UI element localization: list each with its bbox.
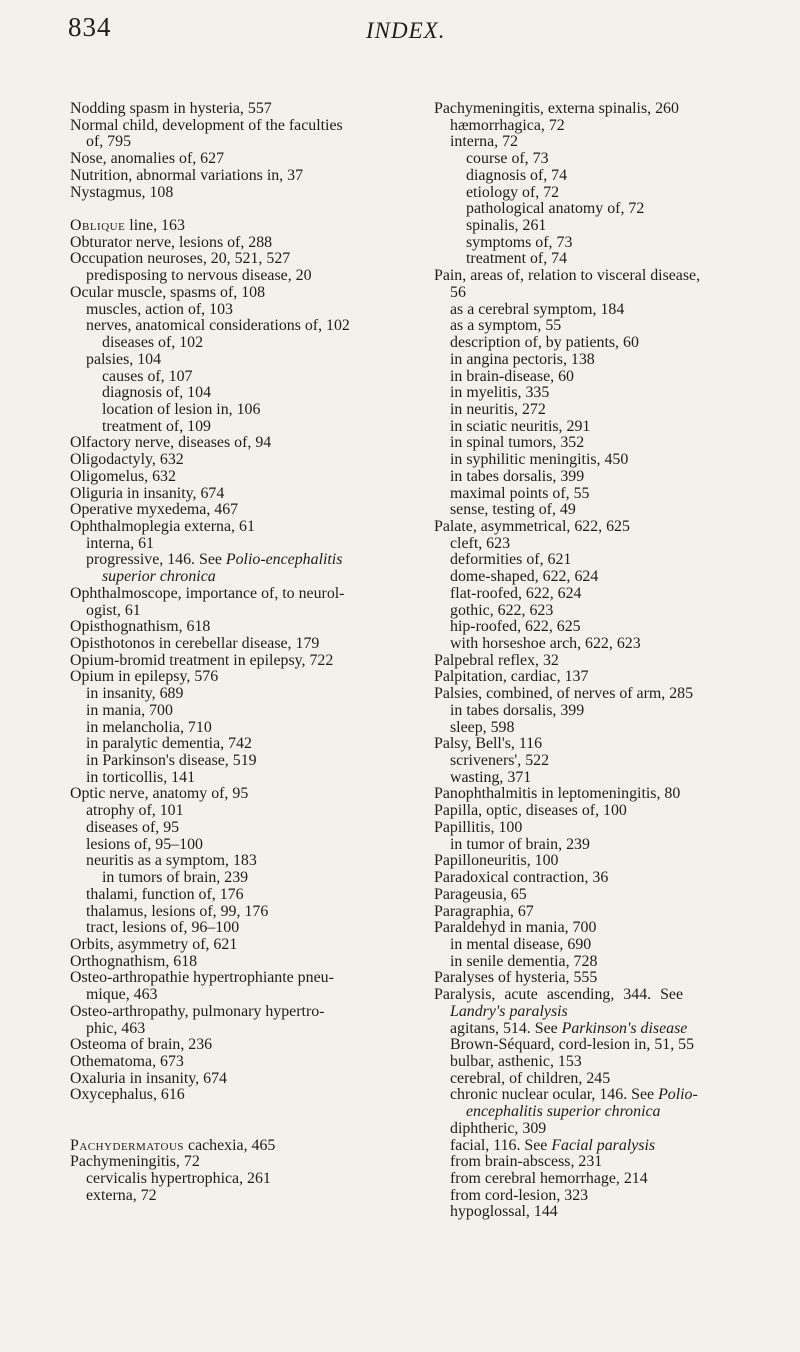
index-subentry: in neuritis, 272 — [450, 400, 546, 418]
index-subentry: chronic nuclear ocular, 146. See Polio- — [450, 1086, 698, 1104]
index-subentry: in myelitis, 335 — [450, 384, 550, 402]
index-subentry: deformities of, 621 — [450, 551, 572, 569]
index-subentry: in angina pectoris, 138 — [450, 350, 595, 368]
index-entry: Osteo-arthropathie hypertrophiante pneu- — [70, 969, 334, 987]
index-entry: Nystagmus, 108 — [70, 183, 174, 201]
index-subentry: location of lesion in, 106 — [102, 400, 261, 418]
index-entry: Osteo-arthropathy, pulmonary hypertro- — [70, 1002, 325, 1020]
index-subentry: treatment of, 109 — [102, 417, 211, 435]
index-subentry: gothic, 622, 623 — [450, 601, 554, 619]
index-subentry: agitans, 514. See Parkinson's disease — [450, 1019, 688, 1037]
index-subentry: description of, by patients, 60 — [450, 334, 639, 352]
index-subentry: neuritis as a symptom, 183 — [86, 852, 257, 870]
index-subentry: spinalis, 261 — [466, 217, 547, 235]
index-subentry: wasting, 371 — [450, 768, 532, 786]
index-subentry: causes of, 107 — [102, 367, 193, 385]
index-subentry: treatment of, 74 — [466, 250, 568, 268]
index-entry: Oxaluria in insanity, 674 — [70, 1069, 227, 1087]
index-entry: Olfactory nerve, diseases of, 94 — [70, 434, 272, 452]
index-subentry: muscles, action of, 103 — [86, 300, 233, 318]
index-subentry: dome-shaped, 622, 624 — [450, 568, 599, 586]
index-entry: Ocular muscle, spasms of, 108 — [70, 283, 266, 301]
index-entry: Oblique line, 163 — [70, 217, 185, 235]
index-subentry: phic, 463 — [86, 1019, 146, 1037]
index-entry: Paralysis, acute ascending, 344. See — [434, 986, 684, 1004]
index-subentry: maximal points of, 55 — [450, 484, 590, 502]
index-subentry: in tumors of brain, 239 — [102, 869, 249, 887]
index-entry: Nodding spasm in hysteria, 557 — [70, 100, 272, 117]
index-subentry: hæmorrhagica, 72 — [450, 116, 565, 134]
index-subentry: as a cerebral symptom, 184 — [450, 300, 625, 318]
running-head: INDEX. — [366, 18, 446, 43]
index-subentry: in tabes dorsalis, 399 — [450, 701, 585, 719]
index-subentry: in sciatic neuritis, 291 — [450, 417, 591, 435]
index-entry: Occupation neuroses, 20, 521, 527 — [70, 250, 291, 268]
index-subentry: in tumor of brain, 239 — [450, 835, 590, 853]
index-subentry: encephalitis superior chronica — [466, 1103, 661, 1121]
index-entry: Opium-bromid treatment in epilepsy, 722 — [70, 651, 334, 669]
index-subentry: in spinal tumors, 352 — [450, 434, 585, 452]
index-entry: Papilloneuritis, 100 — [434, 852, 559, 870]
index-subentry: Brown-Séquard, cord-lesion in, 51, 55 — [450, 1036, 695, 1054]
index-subentry: of, 795 — [86, 133, 132, 151]
index-entry: Opisthognathism, 618 — [70, 618, 211, 636]
page-header — [0, 12, 800, 52]
index-subentry: pathological anatomy of, 72 — [466, 200, 645, 218]
index-entry: Paragraphia, 67 — [434, 902, 534, 920]
index-entry: Opisthotonos in cerebellar disease, 179 — [70, 635, 320, 652]
index-spacer — [70, 1121, 450, 1138]
index-subentry: bulbar, asthenic, 153 — [450, 1052, 582, 1070]
index-entry: Papillitis, 100 — [434, 818, 523, 836]
index-subentry: interna, 72 — [450, 133, 518, 151]
index-column-right — [434, 101, 800, 1221]
index-subentry: from cord-lesion, 323 — [450, 1186, 589, 1204]
index-entry: Optic nerve, anatomy of, 95 — [70, 785, 249, 803]
index-entry: Operative myxedema, 467 — [70, 501, 239, 519]
index-subentry: in brain-disease, 60 — [450, 367, 574, 385]
index-column-left — [70, 101, 450, 1204]
index-subentry: in mania, 700 — [86, 701, 173, 719]
index-spacer — [70, 201, 450, 218]
page-number: 834 — [68, 12, 112, 42]
index-subentry: cleft, 623 — [450, 534, 511, 552]
index-subentry: cervicalis hypertrophica, 261 — [86, 1170, 271, 1187]
index-subentry: diphtheric, 309 — [450, 1119, 547, 1137]
index-subentry: superior chronica — [102, 568, 216, 586]
index-subentry: predisposing to nervous disease, 20 — [86, 267, 312, 285]
index-subentry: diagnosis of, 104 — [102, 384, 212, 402]
index-subentry: thalamus, lesions of, 99, 176 — [86, 902, 269, 920]
index-subentry: as a symptom, 55 — [450, 317, 562, 335]
index-subentry: from brain-abscess, 231 — [450, 1153, 603, 1171]
index-subentry: cerebral, of children, 245 — [450, 1069, 611, 1087]
index-subentry: 56 — [450, 283, 466, 301]
index-subentry: hypoglossal, 144 — [450, 1203, 558, 1221]
index-entry: Paralyses of hysteria, 555 — [434, 969, 598, 987]
index-subentry: in senile dementia, 728 — [450, 952, 598, 970]
index-subentry: externa, 72 — [86, 1186, 157, 1204]
index-subentry: flat-roofed, 622, 624 — [450, 584, 582, 602]
index-entry: Paraldehyd in mania, 700 — [434, 919, 597, 937]
index-entry: Pain, areas of, relation to visceral disease, — [434, 267, 701, 285]
index-subentry: with horseshoe arch, 622, 623 — [450, 635, 641, 652]
index-entry: Papilla, optic, diseases of, 100 — [434, 802, 627, 820]
index-subentry: lesions of, 95–100 — [86, 835, 203, 853]
index-entry: Nutrition, abnormal variations in, 37 — [70, 166, 304, 184]
index-subentry: ogist, 61 — [86, 601, 141, 619]
index-subentry: Landry's paralysis — [450, 1002, 568, 1020]
index-subentry: in mental disease, 690 — [450, 935, 592, 953]
index-subentry: in insanity, 689 — [86, 685, 184, 703]
index-entry: Normal child, development of the faculties — [70, 116, 343, 134]
index-subentry: atrophy of, 101 — [86, 802, 184, 820]
index-subentry: sleep, 598 — [450, 718, 515, 736]
index-subentry: symptoms of, 73 — [466, 233, 573, 251]
index-entry: Othematoma, 673 — [70, 1052, 184, 1070]
index-subentry: in syphilitic meningitis, 450 — [450, 451, 629, 469]
index-subentry: in tabes dorsalis, 399 — [450, 467, 585, 485]
index-subentry: nerves, anatomical considerations of, 102 — [86, 317, 350, 335]
index-entry: Oxycephalus, 616 — [70, 1086, 185, 1104]
index-entry: Palate, asymmetrical, 622, 625 — [434, 517, 630, 535]
index-spacer — [70, 1104, 450, 1121]
index-entry: Palpitation, cardiac, 137 — [434, 668, 589, 686]
index-subentry: hip-roofed, 622, 625 — [450, 618, 581, 636]
index-subentry: in torticollis, 141 — [86, 768, 196, 786]
index-subentry: diagnosis of, 74 — [466, 166, 568, 184]
index-subentry: palsies, 104 — [86, 350, 162, 368]
index-subentry: diseases of, 102 — [102, 334, 204, 352]
index-subentry: etiology of, 72 — [466, 183, 560, 201]
index-entry: Palsy, Bell's, 116 — [434, 735, 543, 753]
index-subentry: diseases of, 95 — [86, 818, 180, 836]
index-entry: Pachymeningitis, 72 — [70, 1153, 200, 1171]
index-entry: Osteoma of brain, 236 — [70, 1036, 213, 1054]
index-subentry: in Parkinson's disease, 519 — [86, 752, 257, 770]
index-entry: Obturator nerve, lesions of, 288 — [70, 233, 273, 251]
index-entry: Oligomelus, 632 — [70, 467, 176, 485]
index-entry: Nose, anomalies of, 627 — [70, 150, 225, 168]
index-entry: Opium in epilepsy, 576 — [70, 668, 219, 686]
index-entry: Paradoxical contraction, 36 — [434, 869, 609, 887]
index-subentry: in paralytic dementia, 742 — [86, 735, 252, 753]
index-entry: Palsies, combined, of nerves of arm, 285 — [434, 685, 694, 703]
index-entry: Orthognathism, 618 — [70, 952, 198, 970]
index-subentry: scriveners', 522 — [450, 752, 550, 770]
index-subentry: facial, 116. See Facial paralysis — [450, 1136, 656, 1154]
index-entry: Pachydermatous cachexia, 465 — [70, 1136, 276, 1154]
index-subentry: sense, testing of, 49 — [450, 501, 576, 519]
index-subentry: mique, 463 — [86, 986, 158, 1004]
index-subentry: progressive, 146. See Polio-encephalitis — [86, 551, 343, 569]
index-entry: Oligodactyly, 632 — [70, 451, 184, 469]
index-subentry: course of, 73 — [466, 150, 549, 168]
index-entry: Pachymeningitis, externa spinalis, 260 — [434, 100, 679, 117]
index-entry: Oliguria in insanity, 674 — [70, 484, 225, 502]
index-subentry: in melancholia, 710 — [86, 718, 212, 736]
index-entry: Ophthalmoplegia externa, 61 — [70, 517, 255, 535]
index-entry: Ophthalmoscope, importance of, to neurol- — [70, 584, 345, 602]
index-entry: Orbits, asymmetry of, 621 — [70, 935, 238, 953]
index-subentry: from cerebral hemorrhage, 214 — [450, 1170, 648, 1187]
index-subentry: interna, 61 — [86, 534, 154, 552]
index-entry: Panophthalmitis in leptomeningitis, 80 — [434, 785, 681, 803]
index-subentry: thalami, function of, 176 — [86, 885, 244, 903]
index-subentry: tract, lesions of, 96–100 — [86, 919, 240, 937]
index-entry: Parageusia, 65 — [434, 885, 527, 903]
index-entry: Palpebral reflex, 32 — [434, 651, 559, 669]
